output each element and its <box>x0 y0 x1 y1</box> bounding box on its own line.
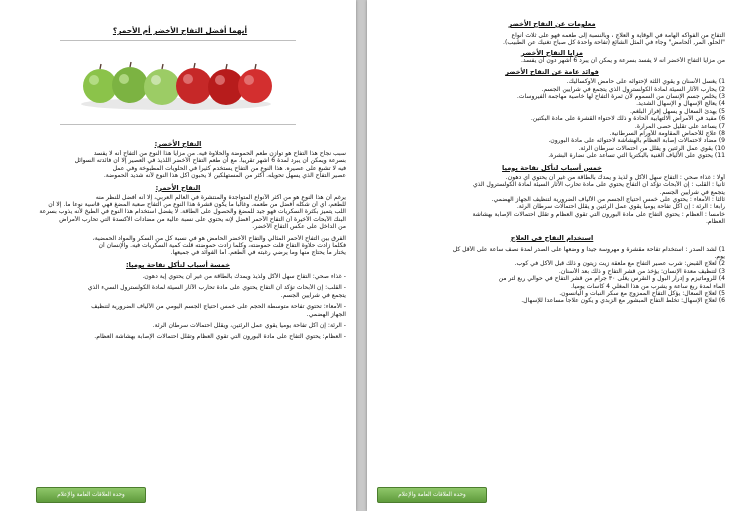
left-title-block <box>20 26 340 35</box>
info-line: التفاح من الفواكه الهامة في الوقاية و العلاج ، وبالنسبة إلى طعمه فهو على ثلاث أنواع <box>511 32 725 39</box>
therapy-item: يوم. <box>714 252 725 260</box>
section-heading-benefits: فوائد عامة عن التفاح الأخضر <box>505 68 599 77</box>
benefit-item: 1) يغسل الأسنان و يقوي اللثة لإحتوائه على حامض الأوكساليك. <box>566 78 725 86</box>
section-heading-advantages: مزايا التفاح الأخضر <box>521 48 583 57</box>
section-heading-info: معلومات عن التفاح الأخضر <box>508 20 596 28</box>
advantages-line: من مزايا التفاح الأخضر أنه لا يفسد بسرعة و يمكن أن يبرد 6 أشهر دون أن يفسد. <box>520 56 725 64</box>
document-page-right <box>367 0 737 511</box>
left-content <box>10 140 346 341</box>
diff-line: الفرق بين التفاح الأحمر المثالي والتفاح الأخضر الحامض هو في نسبة كل من السكر والمواد الحمضية، <box>92 234 346 242</box>
red-line: اللب يتميز بكثرة السكريات فهو جيد للمضغ والحصول على الطاقة. لا يفضل استخدام هذا النوع في الطبخ لأنه يذوب بسرعة <box>39 208 346 216</box>
green-line: بسرعة ويمكن أن يبرد لمدة 6 أشهر تقريبا. مع أن طعم التفاح الأخضر اللذيذ في العصير إلا أن فائدته السوائل <box>74 157 346 165</box>
green-line: عصير التفاح الذي يسهل تحويله. أكثر من المستهلكين لا يحبون أكل هذا النوع لأنه شديد الحموضة. <box>103 172 346 180</box>
section-heading-reasons: خمس أسباب لتأكل تفاحة يوميا <box>502 163 602 172</box>
section-heading-therapy: استخدام التفاح في العلاج <box>510 233 594 242</box>
footer-badge: وحدة العلاقات العامة والإعلام <box>36 487 146 503</box>
diff-line: يختار ما يحتاج منها وما يرضي رغبته في الطعم. أما الفوائد في جميعها. <box>170 249 346 257</box>
red-line: يرغم أن هذا النوع هو من أكثر الأنواع المتواجدة والمنتشرة في العالم العربي، إلا أنه أفضل للنظر منه <box>95 193 346 201</box>
reason-line: يتجمع في شرايين الجسم. <box>280 291 346 299</box>
diff-line: فكلما زادت حلاوة التفاح قلت حموضته، وكلما زادت حموضته قلت كمية السكريات فيه. والإنسان أن <box>98 242 346 250</box>
image-divider <box>60 124 296 125</box>
section-heading-red: التفاح الأحمر: <box>155 183 201 192</box>
reason-line: خامسا : العظام : يحتوي التفاح على مادة البورون التي تقوي العظام و تقلل احتمالات الإصابة بهشاشة <box>472 210 725 218</box>
benefit-item: 7) يساعد على تقليل حصى المرارة. <box>634 122 725 130</box>
footer-badge: وحدة العلاقات العامة والإعلام <box>377 487 487 503</box>
benefit-item: 5) يهدئ السعال و يسهل إفراز البلغم. <box>629 107 725 115</box>
section-heading-green: التفاح الأخضر: <box>154 140 202 148</box>
reason-line: - القلب: إن الأبحاث تؤكد أن التفاح يحتوي على مادة تحارب الآثار السيئة لمادة الكولسترول السيء الذي <box>87 284 346 292</box>
therapy-item: 5) لعلاج السعال: يؤكل التفاح الممزوج مع سكر النبات و اليانسون. <box>559 289 725 297</box>
benefit-item: 6) مفيد في الأمراض الالتهابية الحادة و ذلك لاحتواء القشرة على مادة البكتين. <box>530 115 725 123</box>
benefit-item: 2) يحارب الآثار السيئة لمادة الكولسترول الذي يتجمع في شرايين الجسم. <box>541 85 725 93</box>
reason-line: رابعا : الرئة : إن أكل تفاحة يوميا يقوي عمل الرئتين و يقلل احتمالات سرطان الرئة. <box>516 203 725 211</box>
therapy-item: 2) لعلاج القبض: شرب عصير التفاح مع ملعقة زيت زيتون و ذلك قبل الأكل في كوب. <box>514 260 725 268</box>
document-page-left <box>0 0 356 511</box>
benefit-item: 10) يقوي عمل الرئتين و يقلل من احتمالات سرطان الرئة. <box>578 144 725 152</box>
reason-line: - الأمعاء: تحتوي تفاحة متوسطة الحجم على خمس احتياج الجسم اليومي من الألياف الضرورية لتنظيف <box>91 303 346 311</box>
reason-line: العظام. <box>705 218 725 226</box>
green-line: سبب نجاح هذا التفاح هو توازن طعم الحموضة والحلاوة فيه. من مزايا هذا النوع من التفاح أنه لا يفسد <box>93 150 346 157</box>
therapy-item: 6) لعلاج الإسهال: تخلط التفاح المبشور مع الزبدي و يكون علاجا مساعدا للإسهال. <box>521 297 725 305</box>
therapy-item: 3) لتنظيف معدة الإنسان: يؤخذ من قشر التفاح و ذلك بعد الأسنان. <box>558 267 725 275</box>
benefit-item: 9) مضاد لاحتمالات إصابة العظام بالهشاشة لاحتوائه على مادة البورون. <box>548 137 725 145</box>
section-heading-reasons: خمسة أسباب لتأكل تفاحة يوميا: <box>126 260 230 269</box>
info-line: "الحلو, المر, الحامض" وجاء في المثل الشائع (تفاحة واحدة كل صباح تغنيك عن الطبيب). <box>503 39 725 47</box>
therapy-item: 1) لشد الصدر : استخدام تفاحة مقشرة و مهروسة جيدا و وضعها على الصدر لمدة نصف ساعة على الأقل كل <box>452 245 725 253</box>
page-title: أيهما أفضل التفاح الأخضر أم الأحمر؟ <box>112 26 248 35</box>
apples-image <box>78 52 274 112</box>
reason-line: ثانيا : القلب : إن الأبحاث تؤكد أن التفاح يحتوي على مادة تحارب الآثار السيئة لمادة الكولسترول الذي <box>472 181 725 189</box>
reason-line: - الرئة: إن أكل تفاحة يوميا يقوي عمل الرئتين، ويقلل احتمالات سرطان الرئة. <box>152 321 346 329</box>
therapy-item: الماء لمدة ربع ساعة و يشرب من هذا المغلي 4 كاسات يوميا. <box>570 282 725 290</box>
therapy-item: 4) للروماتيزم و إدرار البول و النقرس يغلى ٣٠ جرام من قشر التفاح في حوالي ربع لتر من <box>498 275 725 283</box>
reason-line: - غذاء صحي: التفاح سهل الأكل ولذيذ ويمدك بالطاقة من غير أن يحتوي إية دهون. <box>142 272 346 280</box>
green-line: فيه لا تشبع على عصيره. هذا النوع من التفاح يستخدم كثيرا في الحلويات المطبوخة وفي عمل <box>112 164 346 172</box>
reason-line: يتجمع في شرايين الجسم. <box>659 188 725 196</box>
benefit-item: 4) يعالج الإسهال و الإسهال الشديد. <box>636 100 725 108</box>
red-line: البنك الأبحاث الأخيرة أن التفاح الأحمر أفضل لإنه يحتوي على نسبة عالية من مضادات الأكسدة التي تحارب الأمراض <box>59 215 346 223</box>
title-divider <box>60 40 296 41</box>
benefit-item: 3) يخلص جسم الإنسان من السموم لأن ثمرة التفاح لها خاصية مهاجمة الفيروسات. <box>516 93 725 101</box>
benefit-item: 8) علاج للأحماض المقاومة للأورام السرطانية. <box>609 130 725 138</box>
red-line: من الداخل على عكس التفاح الأخضر. <box>252 223 346 231</box>
right-content <box>379 20 725 305</box>
reason-line: الجهاز الهضمي. <box>306 310 346 318</box>
reason-line: ثالثا : الأمعاء : يحتوي على خمس احتياج الجسم من الألياف الضرورية لتنظيف الجهاز الهضمي. <box>491 195 725 203</box>
red-line: للطعم، أي أن شكله أفضل من طعمه. وغالبا ما يكون قشرة هذا النوع من التفاح صعبة المضغ فهي قاسية نوعا ما. إلا أن <box>48 201 346 209</box>
reason-line: - العظام: يحتوي التفاح على مادة البورون التي تقوي العظام وتقلل احتمالات الإصابة بهشاشة العظام. <box>94 333 346 341</box>
reason-line: أولا : غذاء صحي : التفاح سهل الأكل و لذيذ و يمدك بالطاقة من غير أن يحتوي أي دهون. <box>505 173 725 181</box>
benefit-item: 11) يحتوي على الألياف الغنية بالبكتريا التي تساعد على نضارة البشرة. <box>548 152 725 160</box>
